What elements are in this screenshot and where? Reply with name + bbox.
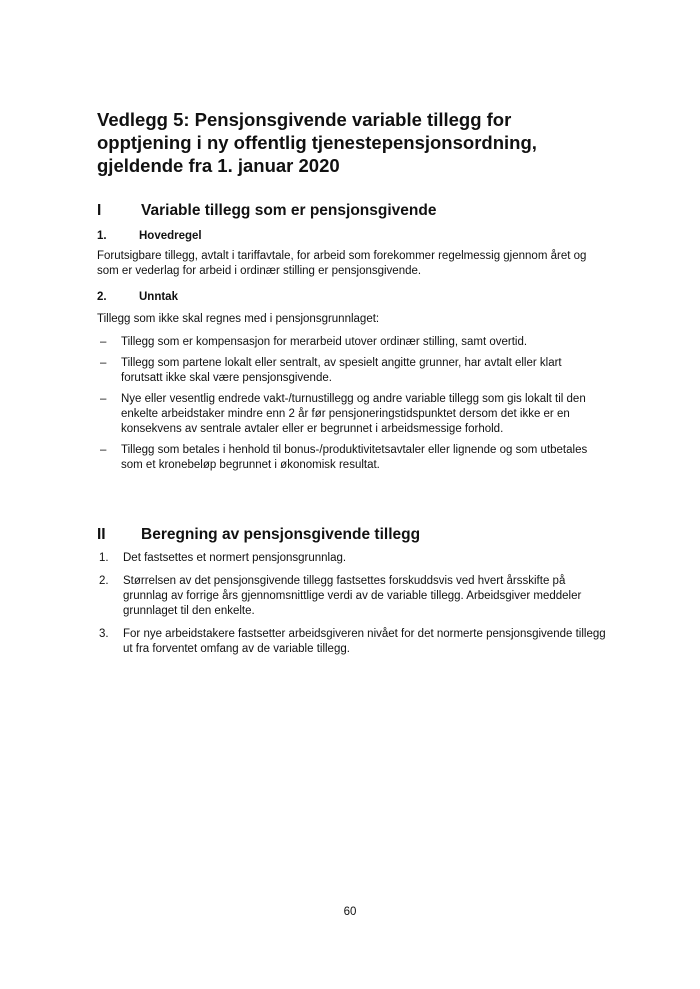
beregning-list [97, 551, 607, 665]
subsection-1-heading [97, 230, 202, 242]
document-title: Vedlegg 5: Pensjonsgivende variable tillegg for opptjening i ny offentlig tjenestepensjonsordning, gjeldende fra 1. januar 2020 [97, 109, 537, 176]
list-item: – Tillegg som partene lokalt eller sentralt, av spesielt angitte grunner, har avtalt eller klart forutsatt ikke skal være pensjonsgivende. [100, 357, 562, 384]
subsection-2-heading [97, 291, 178, 303]
dash-bullet-icon: – [100, 444, 107, 456]
section-2-title: Beregning av pensjonsgivende tillegg [141, 526, 421, 543]
page-number: 60 [343, 906, 357, 918]
dash-bullet-icon: – [100, 393, 107, 405]
subsection-1-number: 1. [97, 230, 107, 242]
subsection-2-title: Unntak [139, 291, 178, 303]
dash-bullet-icon: – [100, 357, 107, 369]
dash-bullet-icon: – [100, 336, 107, 348]
subsection-1-title: Hovedregel [139, 230, 202, 242]
list-item: – Tillegg som er kompensasjon for merarbeid utover ordinær stilling, samt overtid. [100, 336, 528, 348]
list-item: – Tillegg som betales i henhold til bonus-/produktivitetsavtaler eller lignende og som utbetales som et kronebeløp begrunnet i økonomisk resultat. [100, 444, 588, 471]
list-item: – Nye eller vesentlig endrede vakt-/turnustillegg og andre variable tillegg som gis lokalt til den enkelte arbeidstaker mindre enn 2 år før pensjoneringstidspunktet dersom det ikke er en konsekvens av sentrale avtaler eller er begrunnet i arbeidsmessige forhold. [100, 393, 586, 435]
list-item: 3. For nye arbeidstakere fastsetter arbeidsgiveren nivået for det normerte pensjonsgivende tillegg ut fra forventet omfang av de variable tillegg. [99, 628, 606, 655]
section-1-number: I [97, 202, 102, 219]
hovedregel-text: Forutsigbare tillegg, avtalt i tariffavtale, for arbeid som forekommer regelmessig gjennom året og som er vederlag for arbeid i ordinær stilling er pensjonsgivende. [97, 250, 587, 277]
section-2-heading [97, 526, 420, 544]
unntak-intro: Tillegg som ikke skal regnes med i pensjonsgrunnlaget: [97, 313, 380, 325]
list-item: 2. Størrelsen av det pensjonsgivende tillegg fastsettes forskuddsvis ved hvert årsskifte på grunnlag av forrige års gjennomsnittlige verdi av de variable tillegg. Arbeidsgiver meddeler grunnlaget til den enkelte. [99, 575, 582, 617]
section-2-number: II [97, 526, 106, 543]
section-1-title: Variable tillegg som er pensjonsgivende [141, 202, 437, 219]
unntak-list [97, 335, 602, 479]
list-item: 1. Det fastsettes et normert pensjonsgrunnlag. [99, 552, 347, 564]
subsection-2-number: 2. [97, 291, 107, 303]
section-1-heading [97, 202, 436, 220]
